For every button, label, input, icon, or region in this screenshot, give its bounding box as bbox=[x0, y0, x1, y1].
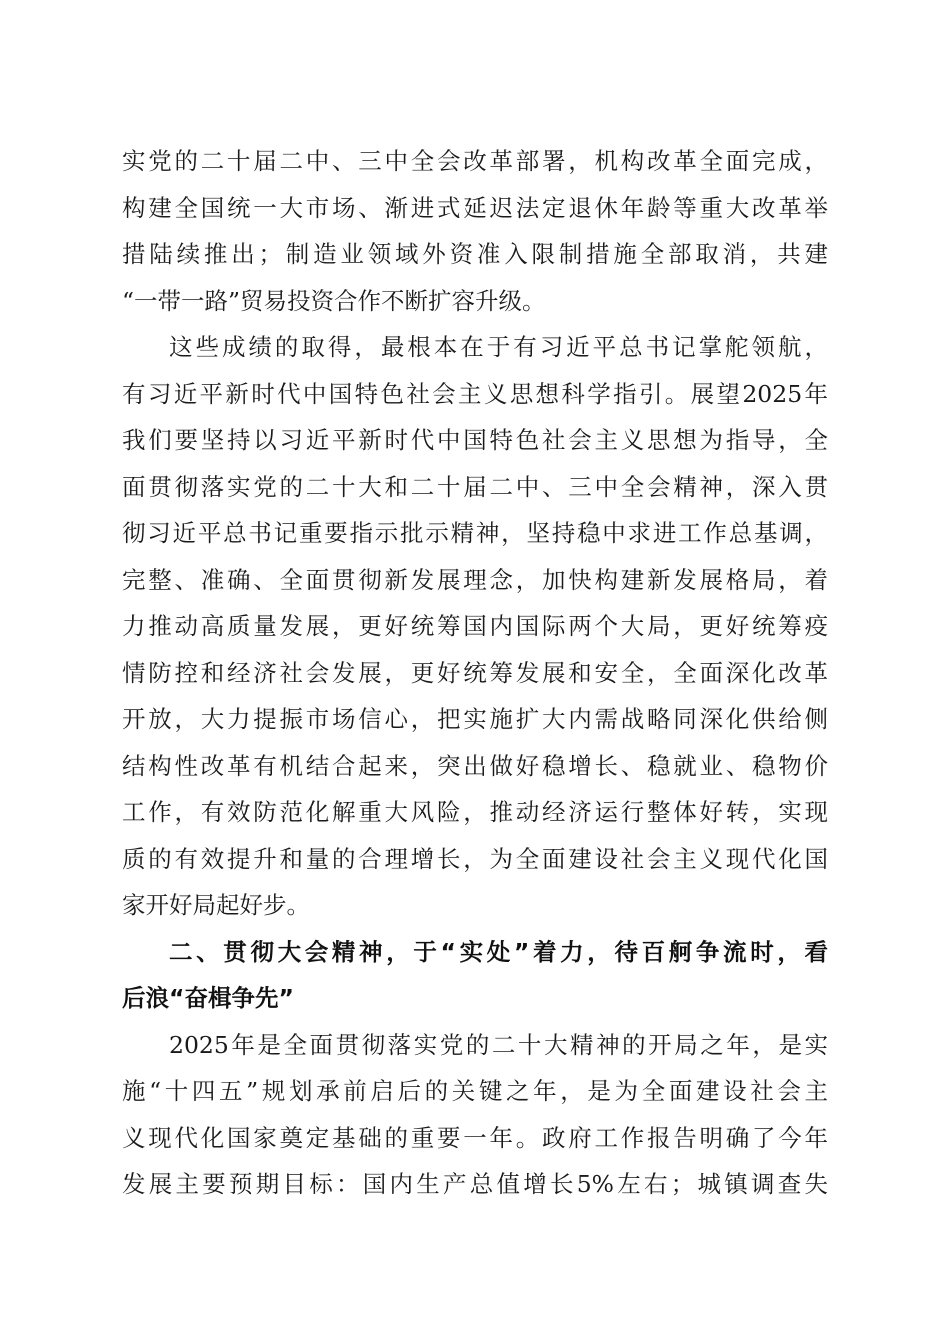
text-line: 面贯彻落实党的二十大和二十届二中、三中全会精神，深入贯 bbox=[122, 472, 828, 501]
text-line: 情防控和经济社会发展，更好统筹发展和安全，全面深化改革 bbox=[122, 658, 828, 687]
text-line: 我们要坚持以习近平新时代中国特色社会主义思想为指导，全 bbox=[122, 426, 828, 454]
paragraph-continuation bbox=[122, 138, 828, 324]
paragraph-achievements bbox=[122, 324, 828, 929]
text-line: 构建全国统一大市场、渐进式延迟法定退休年龄等重大改革举 bbox=[122, 193, 828, 222]
heading-line: 二、贯彻大会精神，于“实处”着力，待百舸争流时，看 bbox=[169, 937, 828, 966]
text-line: 完整、准确、全面贯彻新发展理念，加快构建新发展格局，着 bbox=[122, 565, 828, 594]
text-line: 措陆续推出；制造业领域外资准入限制措施全部取消，共建 bbox=[122, 240, 828, 268]
text-line: 开放，大力提振市场信心，把实施扩大内需战略同深化供给侧 bbox=[122, 705, 828, 733]
heading-line: 后浪“奋楫争先” bbox=[122, 984, 294, 1012]
text-line: 彻习近平总书记重要指示批示精神，坚持稳中求进工作总基调， bbox=[122, 519, 828, 547]
paragraph-2025-goals bbox=[122, 1022, 828, 1208]
text-line: 工作，有效防范化解重大风险，推动经济运行整体好转，实现 bbox=[122, 798, 828, 826]
text-line: 2025年是全面贯彻落实党的二十大精神的开局之年，是实 bbox=[169, 1030, 828, 1059]
section-heading bbox=[122, 929, 828, 1022]
text-line: 家开好局起好步。 bbox=[122, 891, 310, 919]
text-line: 力推动高质量发展，更好统筹国内国际两个大局，更好统筹疫 bbox=[122, 612, 828, 640]
text-line: 实党的二十届二中、三中全会改革部署，机构改革全面完成， bbox=[122, 147, 828, 175]
text-line: “一带一路”贸易投资合作不断扩容升级。 bbox=[122, 286, 546, 315]
text-line: 质的有效提升和量的合理增长，为全面建设社会主义现代化国 bbox=[122, 844, 828, 873]
text-line: 发展主要预期目标：国内生产总值增长5%左右；城镇调查失 bbox=[122, 1170, 828, 1198]
document-body bbox=[122, 138, 828, 1208]
text-line: 施“十四五”规划承前启后的关键之年，是为全面建设社会主 bbox=[122, 1077, 828, 1105]
text-line: 这些成绩的取得，最根本在于有习近平总书记掌舵领航， bbox=[169, 333, 828, 361]
text-line: 有习近平新时代中国特色社会主义思想科学指引。展望2025年 bbox=[122, 379, 828, 408]
text-line: 结构性改革有机结合起来，突出做好稳增长、稳就业、稳物价 bbox=[122, 751, 828, 780]
text-line: 义现代化国家奠定基础的重要一年。政府工作报告明确了今年 bbox=[122, 1123, 828, 1152]
